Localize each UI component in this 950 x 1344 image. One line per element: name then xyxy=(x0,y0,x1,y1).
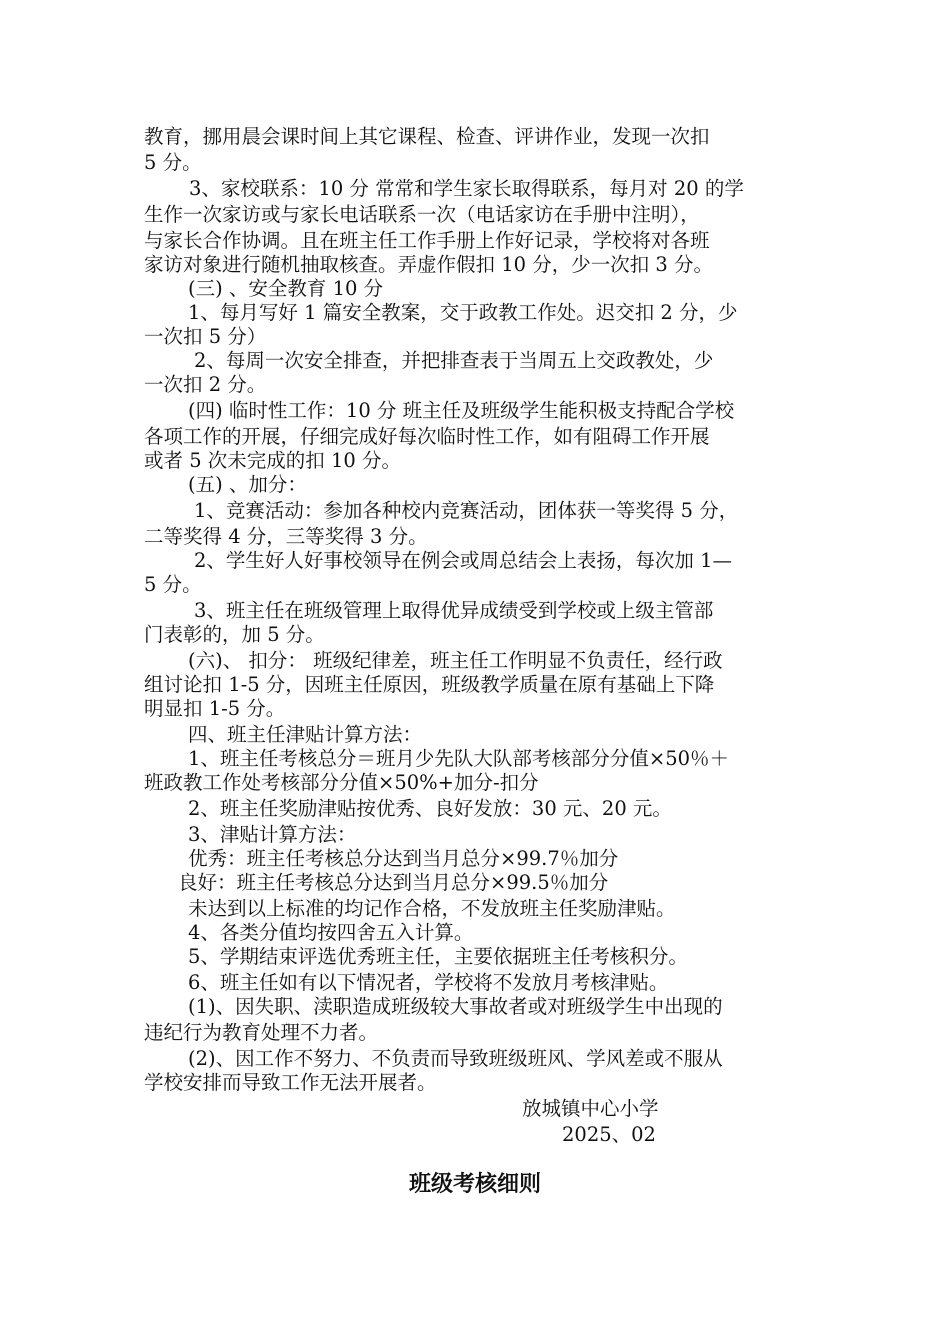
body-line: 一次扣 2 分。 xyxy=(144,373,267,396)
body-line: 未达到以上标准的均记作合格，不发放班主任奖励津贴。 xyxy=(188,897,676,920)
section-title: 班级考核细则 xyxy=(408,1172,541,1197)
body-line: 与家长合作协调。且在班主任工作手册上作好记录，学校将对各班 xyxy=(144,229,710,252)
body-line: 优秀：班主任考核总分达到当月总分×99.7％加分 xyxy=(188,847,619,870)
body-line: 生作一次家访或与家长电话联系一次（电话家访在手册中注明）， xyxy=(144,203,700,226)
body-line: 组讨论扣 1-5 分，因班主任原因，班级教学质量在原有基础上下降 xyxy=(144,673,715,696)
body-line: 明显扣 1-5 分。 xyxy=(144,697,286,720)
body-line: 各项工作的开展，仔细完成好每次临时性工作，如有阻碍工作开展 xyxy=(144,425,710,448)
body-line: 家访对象进行随机抽取核查。弄虚作假扣 10 分，少一次扣 3 分。 xyxy=(144,253,714,276)
body-line: 教育，挪用晨会课时间上其它课程、检查、评讲作业，发现一次扣 xyxy=(144,125,710,148)
section-heading: (四) 临时性工作：10 分 班主任及班级学生能积极支持配合学校 xyxy=(188,399,735,422)
signature-date: 2025、02 xyxy=(562,1123,656,1146)
section-heading: (六)、 扣分： 班级纪律差，班主任工作明显不负责任，经行政 xyxy=(188,649,723,672)
body-line: 一次扣 5 分） xyxy=(144,325,267,348)
section-heading: (三) 、安全教育 10 分 xyxy=(188,277,384,300)
body-line: 1、竞赛活动：参加各种校内竞赛活动，团体获一等奖得 5 分， xyxy=(194,499,739,522)
body-line: 2、学生好人好事校领导在例会或周总结会上表扬，每次加 1— xyxy=(194,549,733,572)
body-line: 班政教工作处考核部分分值×50%+加分-扣分 xyxy=(144,771,539,794)
body-line: 3、班主任在班级管理上取得优异成绩受到学校或上级主管部 xyxy=(194,599,714,622)
section-heading: 四、班主任津贴计算方法： xyxy=(188,723,423,746)
body-line: 学校安排而导致工作无法开展者。 xyxy=(144,1071,437,1094)
body-line: 3、家校联系：10 分 常常和学生家长取得联系，每月对 20 的学 xyxy=(189,177,744,200)
body-line: 2、班主任奖励津贴按优秀、良好发放：30 元、20 元。 xyxy=(188,797,672,820)
body-line: 4、各类分值均按四舍五入计算。 xyxy=(188,921,474,944)
body-line: 3、津贴计算方法： xyxy=(188,823,357,846)
body-line: 门表彰的，加 5 分。 xyxy=(144,623,325,646)
body-line: 违纪行为教育处理不力者。 xyxy=(144,1021,379,1044)
body-line: 二等奖得 4 分，三等奖得 3 分。 xyxy=(144,525,428,548)
body-line: 或者 5 次未完成的扣 10 分。 xyxy=(144,449,402,472)
body-line: (2)、因工作不努力、不负责而导致班级班风、学风差或不服从 xyxy=(188,1047,723,1070)
signature-organization: 放城镇中心小学 xyxy=(522,1097,659,1120)
body-line: 良好：班主任考核总分达到当月总分×99.5％加分 xyxy=(178,871,609,894)
body-line: 5 分。 xyxy=(144,151,202,174)
body-line: 2、每周一次安全排查，并把排查表于当周五上交政教处，少 xyxy=(194,349,714,372)
body-line: 5 分。 xyxy=(144,573,202,596)
body-line: 6、班主任如有以下情况者，学校将不发放月考核津贴。 xyxy=(188,971,669,994)
body-line: 1、班主任考核总分＝班月少先队大队部考核部分分值×50％＋ xyxy=(188,747,730,770)
body-line: 1、每月写好 1 篇安全教案，交于政教工作处。迟交扣 2 分，少 xyxy=(188,301,738,324)
section-heading: (五) 、加分： xyxy=(188,473,307,496)
body-line: (1)、因失职、渎职造成班级较大事故者或对班级学生中出现的 xyxy=(188,995,723,1018)
body-line: 5、学期结束评选优秀班主任，主要依据班主任考核积分。 xyxy=(188,945,688,968)
